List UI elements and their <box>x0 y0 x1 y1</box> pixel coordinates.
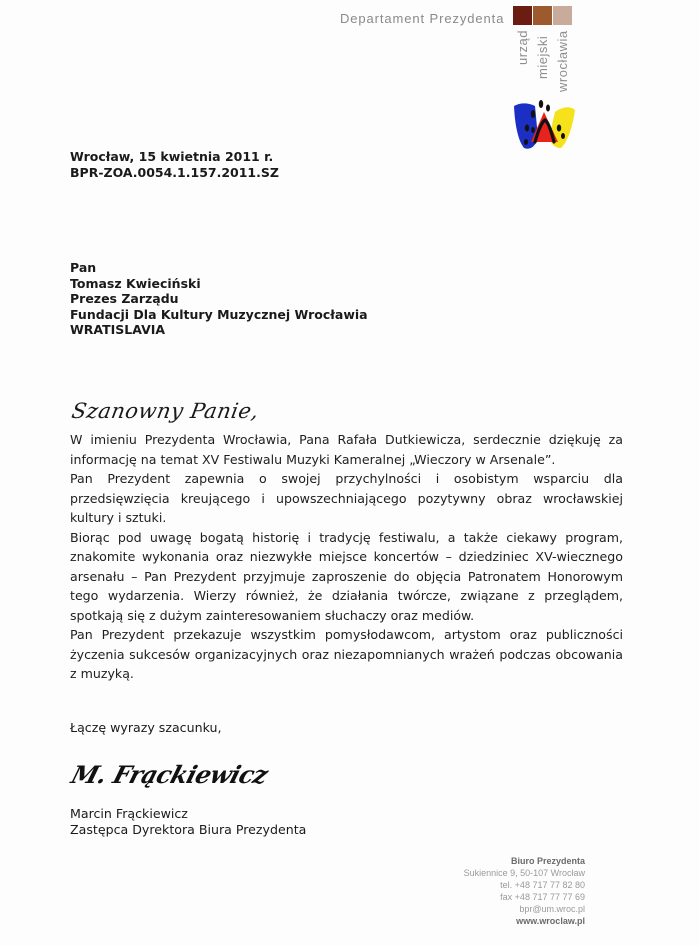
footer-fax: fax +48 717 77 77 69 <box>500 892 585 902</box>
handwritten-salutation: Szanowny Panie, <box>69 399 261 423</box>
body-paragraph: W imieniu Prezydenta Wrocławia, Pana Rafała Dutkiewicza, serdecznie dziękuję za informację na temat XV Festiwalu Muzyki Kameralnej „Wieczory w Arsenale”. <box>70 432 623 467</box>
brand-color-swatch <box>553 6 572 25</box>
footer-email[interactable]: bpr@um.wroc.pl <box>519 904 585 914</box>
wroclaw-city-logo-icon <box>511 98 577 153</box>
department-name: Departament Prezydenta <box>340 11 505 26</box>
footer-address: Sukiennice 9, 50-107 Wrocław <box>463 868 585 878</box>
letter-body <box>70 430 623 684</box>
recipient-line: Fundacji Dla Kultury Muzycznej Wrocławia <box>70 306 368 322</box>
footer-office-name: Biuro Prezydenta <box>510 856 585 866</box>
signer-title: Zastępca Dyrektora Biura Prezydenta <box>70 822 307 837</box>
brand-text-miejski: miejski <box>535 35 550 79</box>
recipient-line: WRATISLAVIA <box>70 322 166 337</box>
reference-number: BPR-ZOA.0054.1.157.2011.SZ <box>70 164 279 180</box>
footer-website[interactable]: www.wroclaw.pl <box>516 916 585 926</box>
body-paragraph: Pan Prezydent zapewnia o swojej przychylności i osobistym wsparciu dla przedsięwzięcia kreującego i upowszechniającego pozytywny obraz wrocławskiej kultury i sztuki. <box>70 471 623 525</box>
signer-block <box>70 806 306 838</box>
recipient-address <box>70 260 368 338</box>
brand-color-swatch <box>513 6 532 25</box>
brand-text-urzad: urząd <box>515 29 530 65</box>
closing-phrase: Łączę wyrazy szacunku, <box>70 720 222 735</box>
brand-text-wroclawia: wrocławia <box>555 30 570 92</box>
office-contact-footer <box>464 855 585 927</box>
recipient-line: Pan <box>70 260 97 275</box>
body-paragraph: Pan Prezydent przekazuje wszystkim pomysłodawcom, artystom oraz publiczności życzenia sukcesów organizacyjnych oraz niezapomnianych wrażeń podczas obcowania z muzyką. <box>70 627 623 681</box>
signer-name: Marcin Frąckiewicz <box>70 806 188 821</box>
body-paragraph: Biorąc pod uwagę bogatą historię i tradycję festiwalu, a także ciekawy program, znakomite wykonania oraz niezwykłe miejsce koncertów – dziedziniec XV-wiecznego arsenału – Pan Prezydent przyjmuje zaproszenie do objęcia Patronatem Honorowym tego wydarzenia. Wierzy również, że działania twórcze, związane z przeglądem, spotkają się z dużym zainteresowaniem słuchaczy oraz mediów. <box>70 529 623 623</box>
recipient-line: Prezes Zarządu <box>70 291 179 306</box>
recipient-line: Tomasz Kwieciński <box>70 275 201 291</box>
letter-date: Wrocław, 15 kwietnia 2011 r. <box>70 149 274 164</box>
date-reference-block <box>70 149 279 180</box>
handwritten-signature: M. Frąckiewicz <box>67 760 272 789</box>
brand-color-swatch <box>533 6 552 25</box>
footer-phone: tel. +48 717 77 82 80 <box>500 880 585 890</box>
